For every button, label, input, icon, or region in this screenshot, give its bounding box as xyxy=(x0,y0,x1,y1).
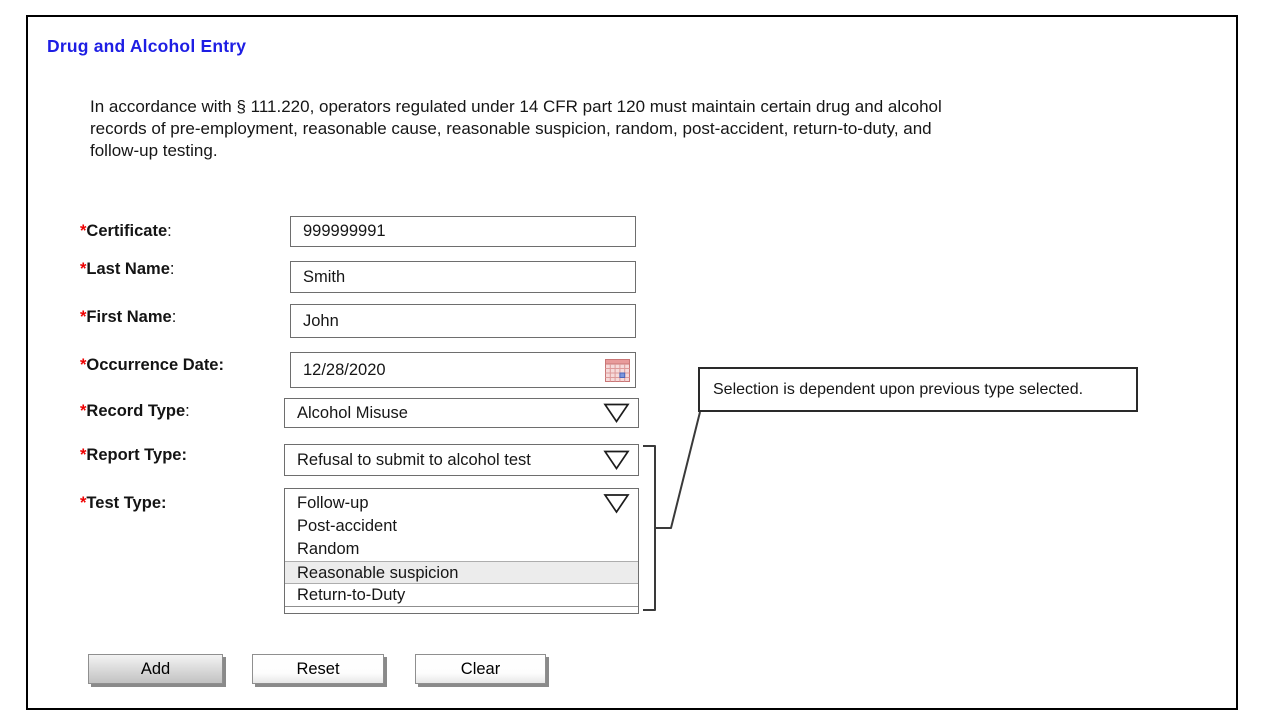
clear-button[interactable]: Clear xyxy=(415,654,546,684)
callout-text: Selection is dependent upon previous type selected. xyxy=(713,380,1084,398)
certificate-input[interactable] xyxy=(290,216,636,247)
occurrence-date-input[interactable] xyxy=(291,352,635,388)
test-type-option[interactable]: Random xyxy=(297,540,360,558)
intro-line: In accordance with § 111.220, operators regulated under 14 CFR part 120 must maintain certain drug and alcohol xyxy=(90,97,942,116)
required-asterisk: * xyxy=(80,494,87,512)
test-type-listbox[interactable] xyxy=(284,488,639,614)
required-asterisk: * xyxy=(80,446,87,464)
intro-paragraph xyxy=(90,96,1150,162)
report-type-dropdown[interactable] xyxy=(284,444,639,476)
test-type-option[interactable]: Post-accident xyxy=(297,517,397,535)
test-type-option[interactable]: Follow-up xyxy=(297,494,369,512)
callout-box xyxy=(698,367,1138,412)
test-type-option[interactable]: Return-to-Duty xyxy=(285,584,638,607)
required-asterisk: * xyxy=(80,402,87,420)
required-asterisk: * xyxy=(80,260,87,278)
record-type-dropdown[interactable] xyxy=(284,398,639,428)
report-type-label: *Report Type: xyxy=(80,446,187,464)
intro-line: records of pre-employment, reasonable cause, reasonable suspicion, random, post-accident, return-to-duty, and xyxy=(90,119,932,138)
dropdown-arrow-icon[interactable] xyxy=(603,493,630,514)
dropdown-arrow-icon[interactable] xyxy=(603,403,630,424)
report-type-value: Refusal to submit to alcohol test xyxy=(297,450,531,469)
first-name-label: *First Name: xyxy=(80,308,177,326)
first-name-input[interactable] xyxy=(290,304,636,338)
add-button[interactable]: Add xyxy=(88,654,223,684)
last-name-input[interactable] xyxy=(290,261,636,293)
reset-button[interactable]: Reset xyxy=(252,654,384,684)
last-name-label: *Last Name: xyxy=(80,260,175,278)
record-type-value: Alcohol Misuse xyxy=(297,403,408,422)
test-type-label: *Test Type: xyxy=(80,494,167,512)
occurrence-date-field[interactable] xyxy=(290,352,636,388)
page-title: Drug and Alcohol Entry xyxy=(47,36,247,56)
calendar-icon[interactable] xyxy=(605,359,630,382)
test-type-option-highlighted[interactable]: Reasonable suspicion xyxy=(285,561,638,584)
intro-line: follow-up testing. xyxy=(90,141,218,160)
dropdown-arrow-icon[interactable] xyxy=(603,450,630,471)
certificate-label: *Certificate: xyxy=(80,222,172,240)
record-type-label: *Record Type: xyxy=(80,402,190,420)
required-asterisk: * xyxy=(80,308,87,326)
occurrence-date-label: *Occurrence Date: xyxy=(80,356,224,374)
required-asterisk: * xyxy=(80,222,87,240)
required-asterisk: * xyxy=(80,356,87,374)
